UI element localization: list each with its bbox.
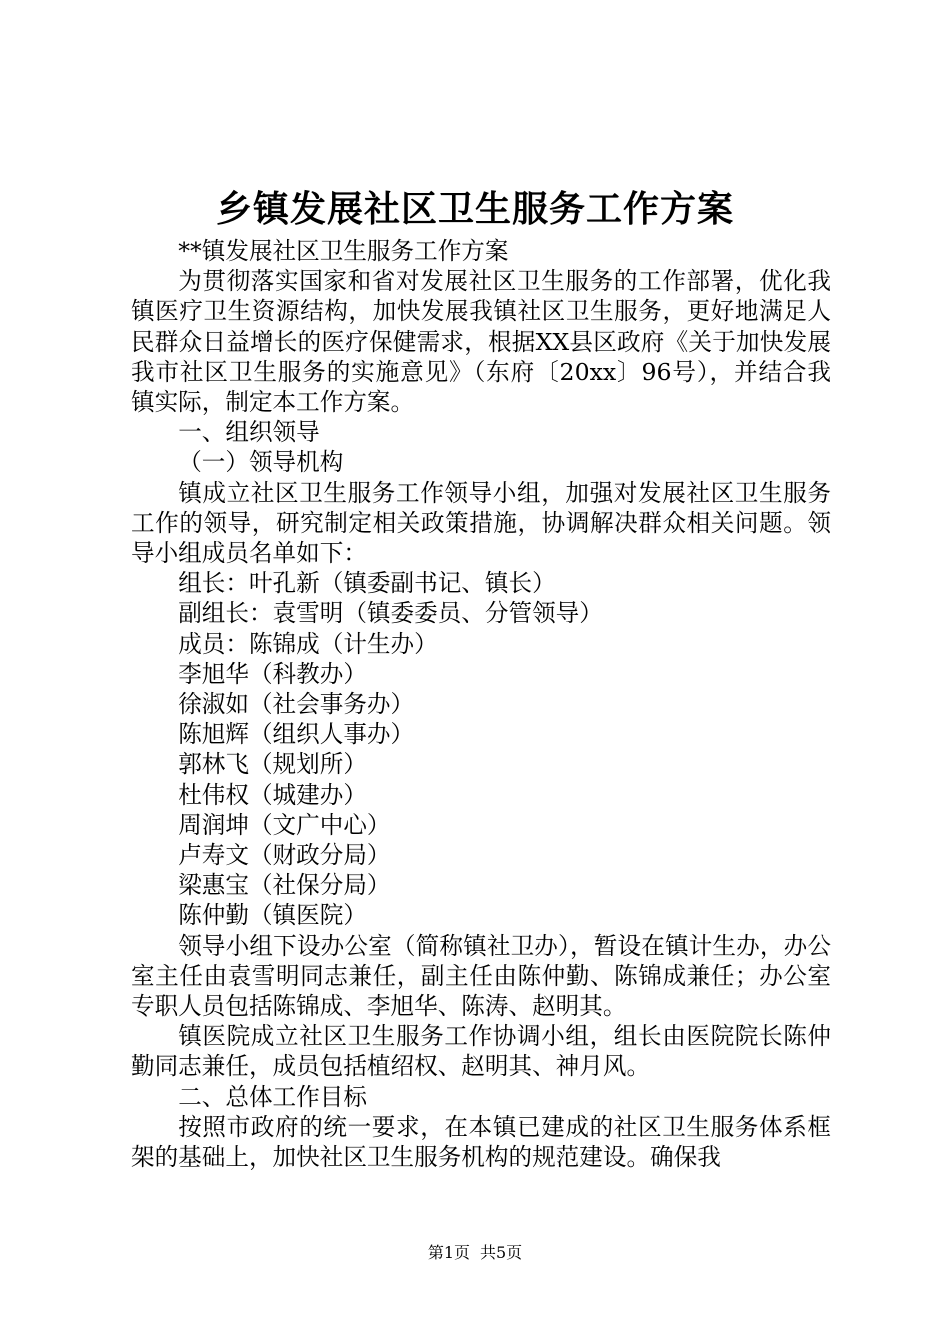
member-list-item: 陈仲勤（镇医院） (178, 901, 367, 930)
document-body (131, 236, 831, 1172)
page-number: 第1页 (427, 1243, 470, 1262)
paragraph-goals: 按照市政府的统一要求，在本镇已建成的社区卫生服务体系框架的基础上，加快社区卫生服务机构的规范建设。确保我 (131, 1112, 831, 1172)
member-list-item: 徐淑如（社会事务办） (178, 690, 415, 719)
section-heading-1: 一、组织领导 (178, 418, 320, 447)
section-heading-2: 二、总体工作目标 (178, 1082, 367, 1111)
member-list-item: 杜伟权（城建办） (178, 780, 367, 809)
member-list-item: 卢寿文（财政分局） (178, 841, 391, 870)
member-list-item: 周润坤（文广中心） (178, 810, 391, 839)
paragraph-subtitle: **镇发展社区卫生服务工作方案 (178, 237, 509, 265)
paragraph-office: 领导小组下设办公室（简称镇社卫办），暂设在镇计生办，办公室主任由袁雪明同志兼任，副主任由陈仲勤、陈锦成兼任；办公室专职人员包括陈锦成、李旭华、陈涛、赵明其。 (131, 931, 831, 1021)
subsection-heading-1: （一）领导机构 (178, 448, 344, 477)
member-list-item: 成员：陈锦成（计生办） (178, 629, 438, 658)
document-title: 乡镇发展社区卫生服务工作方案 (215, 188, 734, 230)
page-footer (0, 1243, 950, 1263)
member-list-item: 陈旭辉（组织人事办） (178, 720, 415, 749)
member-leader: 组长：叶孔新（镇委副书记、镇长） (178, 569, 556, 598)
paragraph-intro: 为贯彻落实国家和省对发展社区卫生服务的工作部署，优化我镇医疗卫生资源结构，加快发展我镇社区卫生服务，更好地满足人民群众日益增长的医疗保健需求，根据XX县区政府《关于加快发展我市社区卫生服务的实施意见》（东府〔20xx〕96号），并结合我镇实际，制定本工作方案。 (131, 267, 831, 417)
page-total: 共5页 (480, 1243, 523, 1262)
member-deputy-leader: 副组长：袁雪明（镇委委员、分管领导） (178, 599, 603, 628)
paragraph-hospital: 镇医院成立社区卫生服务工作协调小组，组长由医院院长陈仲勤同志兼任，成员包括植绍权、赵明其、神月风。 (131, 1022, 831, 1081)
member-list-item: 李旭华（科教办） (178, 659, 367, 688)
member-list-item: 梁惠宝（社保分局） (178, 871, 391, 900)
paragraph-leadership: 镇成立社区卫生服务工作领导小组，加强对发展社区卫生服务工作的领导，研究制定相关政策措施，协调解决群众相关问题。领导小组成员名单如下： (131, 478, 831, 568)
member-list-item: 郭林飞（规划所） (178, 750, 367, 779)
